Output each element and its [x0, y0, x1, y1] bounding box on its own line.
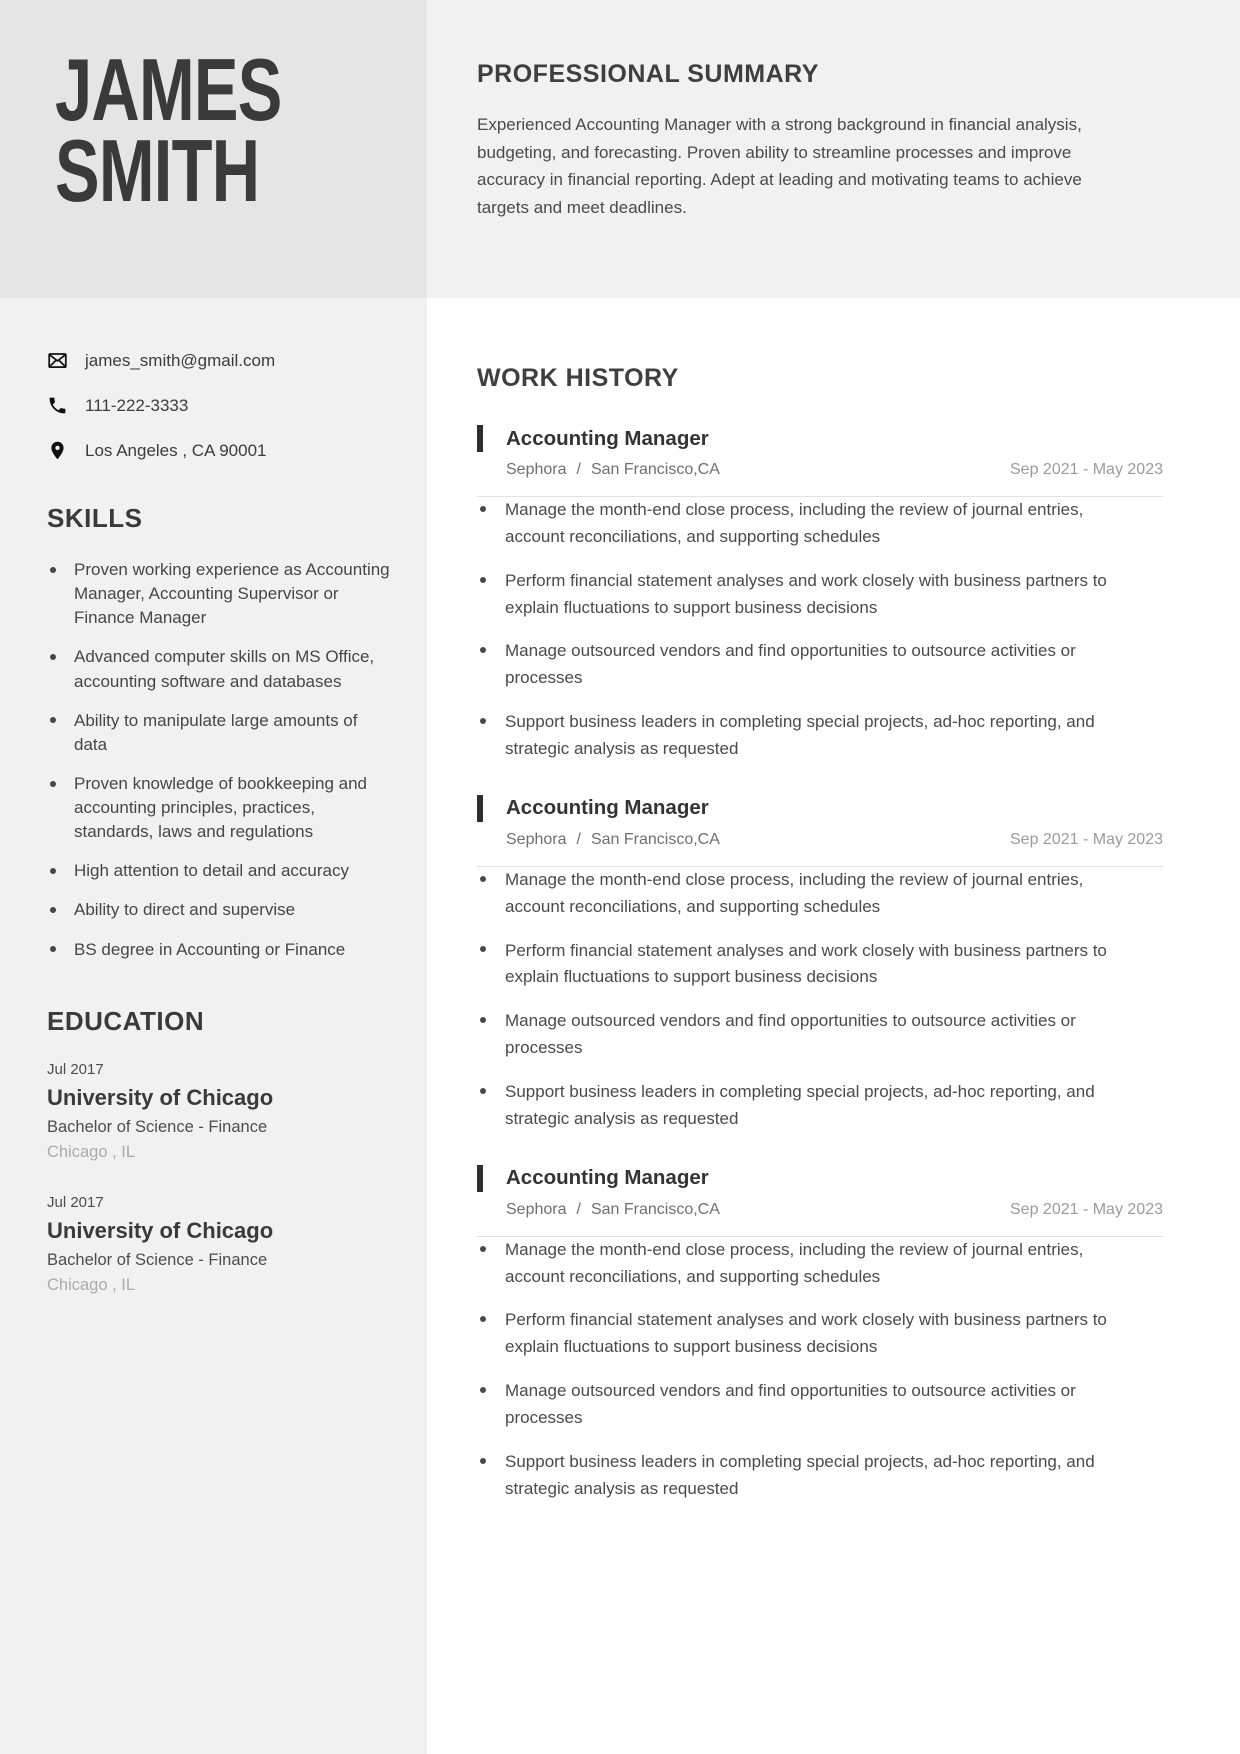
bullet-dot [50, 946, 56, 952]
list-item [477, 638, 1137, 692]
bullet-dot [480, 577, 486, 583]
list-item [477, 497, 1137, 551]
skill-text: Ability to direct and supervise [74, 900, 296, 920]
skill-text: Proven knowledge of bookkeeping and accounting principles, practices, standards, laws and regulations [74, 773, 367, 842]
list-item [47, 859, 393, 883]
company-location-separator: / [576, 1200, 581, 1218]
skill-text: Proven working experience as Accounting Manager, Accounting Supervisor or Finance Manager [74, 560, 390, 628]
education-location: Chicago , IL [47, 1142, 136, 1161]
list-item [477, 1079, 1137, 1133]
list-item [477, 1008, 1137, 1062]
list-item [477, 709, 1137, 763]
list-item [477, 1449, 1137, 1503]
education-entry [47, 1194, 393, 1295]
contact-location: Los Angeles , CA 90001 [85, 440, 267, 460]
job-dates: Sep 2021 - May 2023 [1010, 830, 1163, 848]
bullet-dot [480, 946, 486, 952]
location-pin-icon [47, 440, 68, 461]
bullet-dot [480, 718, 486, 724]
job-bullet-list [477, 497, 1163, 763]
professional-summary-section [427, 0, 1240, 298]
job-bullet-text: Manage outsourced vendors and find opportunities to outsource activities or processes [505, 1011, 1076, 1058]
job-header [477, 425, 1163, 452]
bullet-dot [480, 876, 486, 882]
skills-list [47, 558, 393, 962]
job-bullet-text: Manage the month-end close process, including the review of journal entries, account reconciliations, and supporting schedules [505, 500, 1084, 546]
job-title: Accounting Manager [506, 426, 709, 450]
phone-icon [47, 395, 68, 416]
list-item [47, 709, 393, 757]
bullet-dot [50, 868, 56, 874]
bullet-dot [480, 647, 486, 653]
skill-text: High attention to detail and accuracy [74, 861, 350, 881]
job-bullet-text: Support business leaders in completing special projects, ad-hoc reporting, and strategic analysis as requested [505, 1451, 1095, 1498]
job-marker-bar [477, 795, 483, 822]
list-item [47, 938, 393, 962]
job-company: Sephora [506, 1200, 567, 1218]
job-title: Accounting Manager [506, 1166, 709, 1190]
bullet-dot [50, 567, 56, 573]
list-item [477, 867, 1137, 921]
bullet-dot [480, 506, 486, 512]
job-bullet-list [477, 1237, 1163, 1503]
job-subheader [477, 461, 1163, 479]
list-item [477, 1378, 1137, 1432]
list-item [47, 558, 393, 630]
bullet-dot [480, 1088, 486, 1094]
job-marker-bar [477, 425, 483, 452]
list-item [47, 772, 393, 844]
company-location-separator: / [576, 830, 581, 848]
education-school: University of Chicago [47, 1217, 274, 1243]
contact-phone-row [47, 395, 393, 416]
bullet-dot [480, 1316, 486, 1322]
job-header [477, 795, 1163, 822]
company-location-separator: / [576, 461, 581, 478]
job-entry [477, 425, 1163, 763]
education-date: Jul 2017 [47, 1193, 104, 1211]
job-bullet-text: Support business leaders in completing special projects, ad-hoc reporting, and strategic analysis as requested [505, 712, 1095, 759]
bullet-dot [50, 717, 56, 723]
bullet-dot [480, 1458, 486, 1464]
job-location: San Francisco,CA [590, 830, 720, 848]
list-item [477, 1307, 1137, 1361]
skill-text: Ability to manipulate large amounts of data [74, 710, 358, 754]
education-school: University of Chicago [47, 1084, 274, 1110]
summary-text: Experienced Accounting Manager with a strong background in financial analysis, budgeting, and forecasting. Proven ability to streamline processes and improve accuracy in financial reporting. Adept at leading and motivating teams to achieve targets and meet deadlines. [477, 115, 1082, 217]
job-dates: Sep 2021 - May 2023 [1010, 461, 1163, 478]
education-heading: EDUCATION [47, 1005, 205, 1036]
bullet-dot [480, 1017, 486, 1023]
list-item [47, 898, 393, 922]
job-title: Accounting Manager [506, 796, 709, 820]
sidebar-body [0, 298, 427, 1327]
job-company: Sephora [506, 830, 567, 848]
education-location: Chicago , IL [47, 1275, 136, 1294]
job-bullet-text: Manage the month-end close process, including the review of journal entries, account reconciliations, and supporting schedules [505, 869, 1084, 916]
skill-text: Advanced computer skills on MS Office, accounting software and databases [74, 647, 375, 691]
job-entry [477, 795, 1163, 1133]
list-item [477, 938, 1137, 992]
job-entry [477, 1165, 1163, 1503]
job-location: San Francisco,CA [590, 1200, 720, 1218]
education-degree: Bachelor of Science - Finance [47, 1250, 268, 1269]
candidate-name [55, 40, 315, 220]
job-bullet-text: Manage outsourced vendors and find opportunities to outsource activities or processes [505, 1381, 1076, 1428]
skills-heading: SKILLS [47, 503, 143, 533]
contact-phone: 111-222-3333 [85, 395, 189, 415]
main-column [427, 0, 1240, 1754]
contact-email-row [47, 350, 393, 371]
last-name: SMITH [55, 120, 260, 220]
job-company: Sephora [506, 461, 567, 478]
list-item [477, 1237, 1137, 1291]
job-bullet-text: Perform financial statement analyses and work closely with business partners to explain fluctuations to support business decisions [505, 570, 1107, 617]
list-item [47, 645, 393, 693]
bullet-dot [50, 907, 56, 913]
job-location: San Francisco,CA [590, 461, 720, 478]
education-degree: Bachelor of Science - Finance [47, 1117, 268, 1136]
bullet-dot [50, 781, 56, 787]
work-history-section [427, 298, 1240, 1520]
job-bullet-list [477, 867, 1163, 1133]
bullet-dot [480, 1246, 486, 1252]
summary-heading: PROFESSIONAL SUMMARY [477, 60, 819, 88]
list-item [477, 568, 1137, 622]
email-icon [47, 350, 68, 371]
job-bullet-text: Perform financial statement analyses and work closely with business partners to explain fluctuations to support business decisions [505, 1310, 1107, 1357]
sidebar [0, 0, 427, 1754]
skill-text: BS degree in Accounting or Finance [74, 939, 346, 959]
contact-location-row [47, 440, 393, 461]
education-entry [47, 1061, 393, 1162]
job-bullet-text: Support business leaders in completing special projects, ad-hoc reporting, and strategic analysis as requested [505, 1082, 1095, 1128]
job-marker-bar [477, 1165, 483, 1192]
job-subheader [477, 831, 1163, 849]
contact-email: james_smith@gmail.com [85, 350, 276, 370]
bullet-dot [480, 1387, 486, 1393]
bullet-dot [50, 654, 56, 660]
job-bullet-text: Manage the month-end close process, including the review of journal entries, account reconciliations, and supporting schedules [505, 1239, 1084, 1286]
job-header [477, 1165, 1163, 1192]
first-name: JAMES [55, 40, 282, 139]
name-block [0, 0, 427, 298]
job-dates: Sep 2021 - May 2023 [1010, 1200, 1163, 1218]
education-date: Jul 2017 [47, 1060, 104, 1078]
job-bullet-text: Manage outsourced vendors and find opportunities to outsource activities or processes [505, 641, 1076, 688]
job-subheader [477, 1201, 1163, 1219]
work-history-heading: WORK HISTORY [477, 364, 679, 392]
job-bullet-text: Perform financial statement analyses and work closely with business partners to explain fluctuations to support business decisions [505, 940, 1107, 987]
